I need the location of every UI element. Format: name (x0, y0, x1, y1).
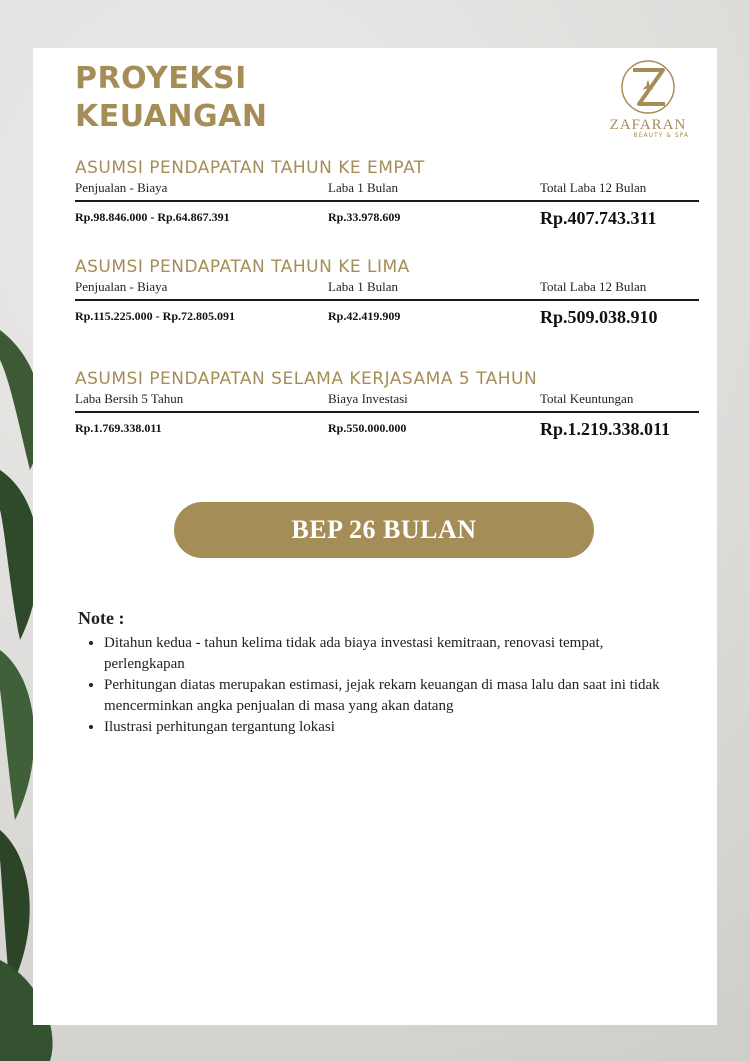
z-monogram-icon (619, 58, 677, 116)
value-col-3: Rp.407.743.311 (540, 208, 657, 228)
section-year-five (75, 257, 699, 331)
note-item: • Ilustrasi perhitungan tergantung lokasi (104, 717, 678, 738)
title-line-2: KEUANGAN (75, 99, 268, 134)
note-item: • Perhitungan diatas merupakan estimasi, jejak rekam keuangan di masa lalu dan saat ini tidak mencerminkan angka penjualan di masa yang akan datang (104, 675, 678, 717)
value-col-2: Rp.42.419.909 (328, 309, 401, 323)
value-col-1: Rp.1.769.338.011 (75, 421, 162, 435)
title-line-1: PROYEKSI (75, 61, 247, 96)
value-col-3: Rp.509.038.910 (540, 307, 658, 327)
logo-name: ZAFARAN (609, 117, 687, 133)
value-col-2: Rp.550.000.000 (328, 421, 407, 435)
section-five-year-total (75, 369, 699, 443)
bep-badge: BEP 26 BULAN (174, 502, 594, 558)
value-col-1: Rp.115.225.000 - Rp.72.805.091 (75, 309, 236, 323)
brand-logo (605, 58, 691, 148)
page-title (75, 60, 267, 136)
label-col-3: Total Keuntungan (540, 391, 634, 406)
label-col-1: Penjualan - Biaya (75, 180, 168, 195)
value-row (75, 301, 699, 331)
section-year-four (75, 158, 699, 232)
note-item: • Ditahun kedua - tahun kelima tidak ada biaya investasi kemitraan, renovasi tempat, perlengkapan (104, 633, 678, 675)
document-card (33, 48, 717, 1025)
label-col-1: Laba Bersih 5 Tahun (75, 391, 184, 406)
label-col-1: Penjualan - Biaya (75, 279, 168, 294)
value-col-3: Rp.1.219.338.011 (540, 419, 671, 439)
value-row (75, 413, 699, 443)
label-col-3: Total Laba 12 Bulan (540, 279, 647, 294)
value-row (75, 202, 699, 232)
label-col-2: Laba 1 Bulan (328, 180, 399, 195)
notes-section (78, 608, 678, 738)
section-heading: ASUMSI PENDAPATAN SELAMA KERJASAMA 5 TAHUN (75, 369, 538, 389)
label-row (75, 277, 699, 299)
note-title: Note : (78, 608, 125, 628)
label-col-2: Biaya Investasi (328, 391, 408, 406)
label-row (75, 389, 699, 411)
label-col-2: Laba 1 Bulan (328, 279, 399, 294)
label-col-3: Total Laba 12 Bulan (540, 180, 647, 195)
note-list (78, 633, 678, 738)
value-col-1: Rp.98.846.000 - Rp.64.867.391 (75, 210, 230, 224)
section-heading: ASUMSI PENDAPATAN TAHUN KE EMPAT (75, 158, 425, 178)
logo-tagline: BEAUTY & SPA (633, 132, 689, 139)
label-row (75, 178, 699, 200)
section-heading: ASUMSI PENDAPATAN TAHUN KE LIMA (75, 257, 410, 277)
value-col-2: Rp.33.978.609 (328, 210, 401, 224)
